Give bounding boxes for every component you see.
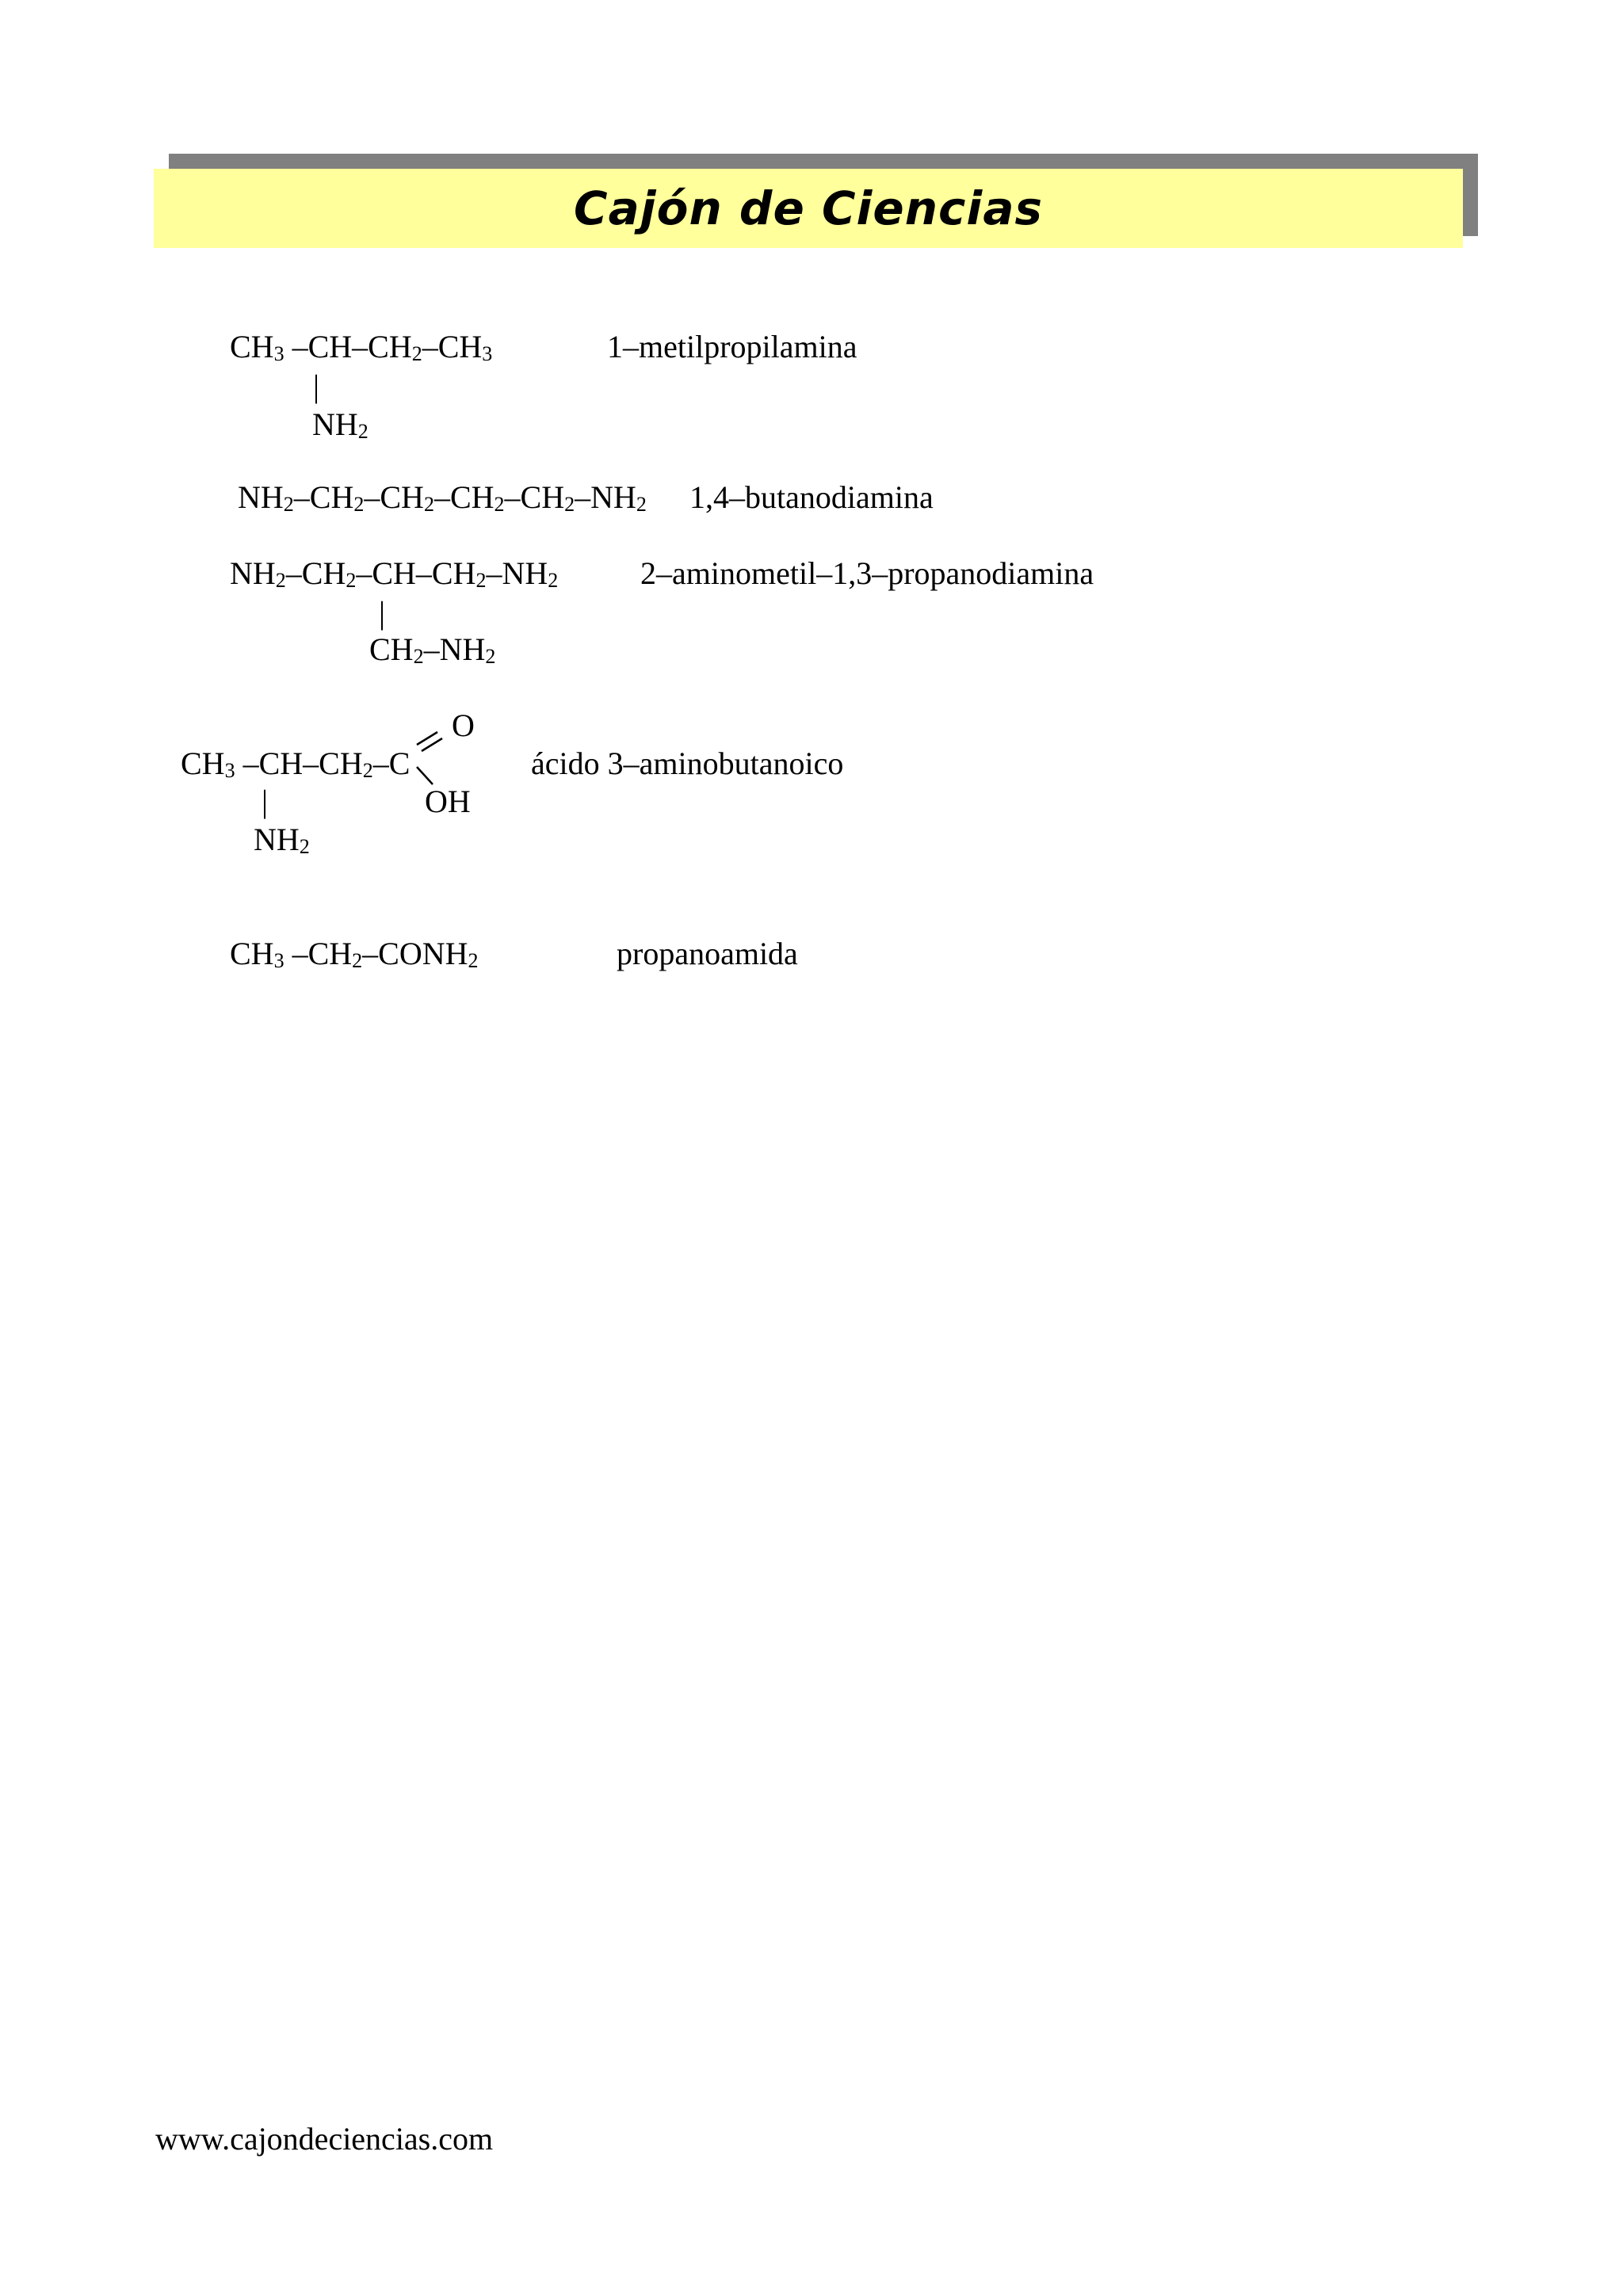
compound-5-name: propanoamida	[617, 936, 798, 971]
formula-1-bond: |	[313, 368, 320, 404]
formula-1-branch: $NH_2$	[312, 406, 369, 443]
formula-3-branch: $CH_2-NH_2$	[369, 631, 496, 668]
formula-4-hydroxyl: OH	[425, 784, 471, 819]
formula-4-oxygen: O	[452, 707, 475, 743]
formula-4-bond: |	[262, 784, 269, 819]
formula-3-main: $NH_2-CH_2-CH-CH_2-NH_2$	[230, 555, 559, 592]
compound-4-name: ácido 3–aminobutanoico	[531, 746, 844, 781]
formula-3-bond: |	[379, 595, 386, 631]
compound-2-name: 1,4–butanodiamina	[689, 479, 934, 515]
compound-1-name: 1–metilpropilamina	[607, 329, 857, 364]
formula-5-main: $CH_3$ $-CH_2-CONH_2$	[230, 936, 479, 972]
double-bond-line	[414, 727, 445, 753]
page-title: Cajón de Ciencias	[574, 181, 1043, 235]
formula-4-main: $CH_3$ $-CH-CH_2-C$	[181, 746, 411, 782]
footer-url: www.cajondeciencias.com	[155, 2121, 494, 2157]
formula-4-branch: $NH_2$	[254, 822, 310, 858]
formula-1-main: $CH_3$ $-CH-CH_2-CH_3$	[230, 329, 493, 365]
header-banner	[154, 169, 1463, 248]
compound-3-name: 2–aminometil–1,3–propanodiamina	[640, 555, 1094, 591]
formula-2-main: $NH_2-CH_2-CH_2-CH_2-CH_2-NH_2$	[238, 479, 647, 516]
